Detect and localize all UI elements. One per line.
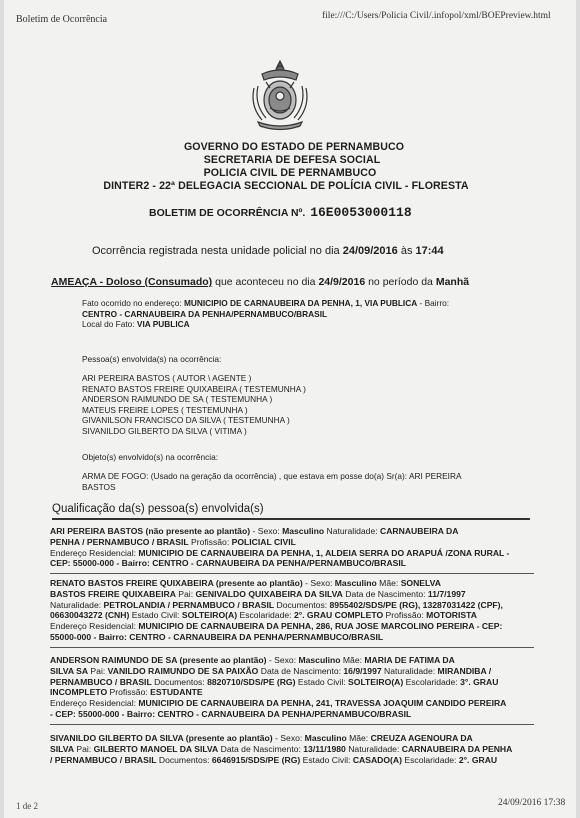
browser-page-title: Boletim de Ocorrência xyxy=(16,14,108,25)
person-field: 11/7/1997 xyxy=(427,588,466,599)
report-number-line xyxy=(149,205,412,220)
browser-page-url: file:///C:/Users/Policia Civil/.infopol/xml/BOEPreview.html xyxy=(322,11,551,21)
person-line xyxy=(50,687,534,698)
person-line xyxy=(50,666,534,677)
person-line xyxy=(50,558,534,569)
location-local: VIA PUBLICA xyxy=(136,319,190,330)
header-precinct: DINTER2 - 22ª DELEGACIA SECCIONAL DE POLÍCIA CIVIL - FLORESTA xyxy=(103,180,469,192)
header-government: GOVERNO DO ESTADO DE PERNAMBUCO xyxy=(183,141,405,153)
person-field: Estado Civil: xyxy=(129,610,182,621)
person-field: Masculino xyxy=(282,526,325,536)
person-field: GENIVALDO QUIXABEIRA DA SILVA xyxy=(195,588,343,599)
location-label: Fato ocorrido no endereço: xyxy=(82,298,182,308)
person-field: RENATO BASTOS FREIRE QUIXABEIRA (presente ao plantão) xyxy=(50,578,303,588)
location-bairro-label: - Bairro: xyxy=(419,298,450,308)
qualification-rule xyxy=(52,518,530,520)
person-field: Pai: xyxy=(88,665,108,676)
registration-line xyxy=(92,245,444,257)
person-field: Profissão: xyxy=(188,536,232,547)
person-line xyxy=(50,600,534,611)
involved-list xyxy=(82,373,542,437)
person-field: 13/11/1980 xyxy=(303,743,346,754)
person-field: 06630043272 (CNH) xyxy=(50,610,130,621)
person-field: Naturalidade: xyxy=(50,599,104,610)
person-field: CASADO(A) xyxy=(352,754,402,765)
person-field: 16/9/1997 xyxy=(343,665,382,676)
person-field: Documentos: xyxy=(274,599,330,610)
crime-mid: no período da xyxy=(368,276,433,288)
person-field: POLICIAL CIVIL xyxy=(231,536,296,547)
crime-date: 24/9/2016 xyxy=(318,276,366,288)
person-line xyxy=(50,537,534,548)
person-field: Mãe: xyxy=(376,578,401,588)
person-field: Masculino xyxy=(334,578,377,588)
person-field: Escolaridade: xyxy=(401,754,459,765)
person-qualification xyxy=(50,578,534,643)
person-separator xyxy=(50,724,534,725)
person-field: 55000-000 - Bairro: CENTRO - CARNAUBEIRA DA PENHA/PERNAMBUCO/BRASIL xyxy=(50,631,384,642)
person-field: SIVANILDO GILBERTO DA SILVA (presente ao plantão) xyxy=(50,733,273,743)
person-field: 2°. GRAU COMPLETO xyxy=(293,610,384,621)
involved-person: MATEUS FREIRE LOPES ( TESTEMUNHA ) xyxy=(82,404,248,415)
person-field: - Sexo: xyxy=(266,655,299,665)
person-field: Estado Civil: xyxy=(295,676,349,687)
person-field: PERNAMBUCO / BRASIL xyxy=(50,676,152,687)
person-line xyxy=(50,709,534,720)
report-number-label: BOLETIM DE OCORRÊNCIA Nº. xyxy=(149,207,306,219)
person-qualification xyxy=(50,655,534,720)
person-line xyxy=(50,655,534,666)
crime-period: Manhã xyxy=(435,276,470,288)
person-field: Naturalidade: xyxy=(324,526,381,536)
location-address: MUNICIPIO DE CARNAUBEIRA DA PENHA, 1, VIA PUBLICA xyxy=(183,298,418,308)
person-field: 3°. GRAU xyxy=(460,676,499,687)
person-field: MUNICIPIO DE CARNAUBEIRA DA PENHA, 241, TRAVESSA JOAQUIM CANDIDO PEREIRA xyxy=(138,698,507,709)
person-field: Data de Nascimento: xyxy=(258,665,344,676)
person-line xyxy=(50,698,534,709)
person-line xyxy=(50,589,534,600)
person-field: 8820710/SDS/PE (RG) xyxy=(207,676,296,687)
location-local-label: Local do Fato: xyxy=(82,319,135,330)
crime-prefix: que aconteceu no dia xyxy=(215,276,316,288)
person-field: 2°. GRAU xyxy=(458,754,498,765)
person-field: Masculino xyxy=(304,733,347,743)
person-line xyxy=(50,621,534,632)
person-field: Estado Civil: xyxy=(300,754,353,765)
objects-line-2: BASTOS xyxy=(82,481,116,492)
involved-label: Pessoa(s) envolvida(s) na ocorrência: xyxy=(82,354,222,364)
crime-type: AMEAÇA - Doloso (Consumado) xyxy=(51,276,213,288)
person-field: MARIA DE FATIMA DA xyxy=(364,655,455,665)
registration-mid: às xyxy=(400,245,413,257)
person-field: SONELVA xyxy=(400,578,441,588)
person-field: PETROLANDIA / PERNAMBUCO / BRASIL xyxy=(103,599,275,610)
objects-line-1: ARMA DE FOGO: (Usado na geração da ocorrência) , que estava em posse do(a) Sr(a): ARI PEREIRA xyxy=(82,471,462,481)
person-field: SOLTEIRO(A) xyxy=(348,676,404,687)
person-field: Profissão: xyxy=(383,610,427,621)
person-field: Naturalidade: xyxy=(345,743,402,754)
involved-person: SIVANILDO GILBERTO DA SILVA ( VITIMA ) xyxy=(82,425,247,436)
person-separator xyxy=(50,647,534,648)
person-field: MOTORISTA xyxy=(426,610,477,621)
crime-line xyxy=(51,276,469,288)
involved-person: ANDERSON RAIMUNDO DE SA ( TESTEMUNHA ) xyxy=(82,394,273,405)
person-field: SILVA xyxy=(50,743,75,754)
person-field: - Sexo: xyxy=(302,578,335,588)
person-field: / PERNAMBUCO / BRASIL xyxy=(50,754,157,765)
person-field: Endereço Residencial: xyxy=(50,698,139,709)
person-field: Mãe: xyxy=(346,733,371,743)
page-number: 1 de 2 xyxy=(16,801,38,811)
person-field: Documentos: xyxy=(151,676,208,687)
person-line xyxy=(50,548,534,559)
person-line xyxy=(50,733,534,744)
person-field: - Sexo: xyxy=(250,526,283,536)
involved-person: ARI PEREIRA BASTOS ( AUTOR \ AGENTE ) xyxy=(82,373,252,383)
person-field: MUNICIPIO DE CARNAUBEIRA DA PENHA, 1, ALDEIA SERRA DO ARAPUÁ /ZONA RURAL - xyxy=(138,547,510,558)
person-field: Pai: xyxy=(175,588,196,599)
objects-block xyxy=(82,471,542,492)
person-field: Profissão: xyxy=(107,687,151,698)
person-separator xyxy=(50,573,534,574)
person-line xyxy=(50,578,534,589)
person-field: BASTOS FREIRE QUIXABEIRA xyxy=(50,588,176,599)
location-bairro: CENTRO - CARNAUBEIRA DA PENHA/PERNAMBUCO/BRASIL xyxy=(82,308,328,319)
person-field: Endereço Residencial: xyxy=(50,621,139,632)
person-field: ARI PEREIRA BASTOS (não presente ao plantão) xyxy=(50,526,251,536)
person-field: GILBERTO MANOEL DA SILVA xyxy=(93,743,219,754)
person-field: SOLTEIRO(A) xyxy=(181,610,238,621)
person-field: INCOMPLETO xyxy=(50,687,108,698)
registration-date: 24/09/2016 xyxy=(342,245,398,257)
person-field: Documentos: xyxy=(156,754,212,765)
person-field: Escolaridade: xyxy=(237,610,294,621)
person-line xyxy=(50,632,534,643)
coat-of-arms-icon xyxy=(248,58,312,132)
person-line xyxy=(50,744,534,755)
registration-prefix: Ocorrência registrada nesta unidade policial no dia xyxy=(92,245,340,257)
person-field: Masculino xyxy=(298,655,341,665)
person-field: VANILDO RAIMUNDO DE SA PAIXÃO xyxy=(107,665,259,676)
objects-label: Objeto(s) envolvido(s) na ocorrência: xyxy=(82,452,219,462)
header-secretariat: SECRETARIA DE DEFESA SOCIAL xyxy=(203,154,381,166)
person-field: - CEP: 55000-000 - Bairro: CENTRO - CARNAUBEIRA DA PENHA/PERNAMBUCO/BRASIL xyxy=(50,708,412,719)
person-field: CARNAUBEIRA DA PENHA xyxy=(401,743,513,754)
person-field: - Sexo: xyxy=(272,733,305,743)
report-number: 16E0053000118 xyxy=(310,205,412,220)
person-field: Data de Nascimento: xyxy=(342,588,428,599)
person-line xyxy=(50,526,534,537)
person-field: Endereço Residencial: xyxy=(50,547,139,558)
document-page xyxy=(4,0,576,818)
person-field: ANDERSON RAIMUNDO DE SA (presente ao plantão) xyxy=(50,655,267,665)
person-field: 6646915/SDS/PE (RG) xyxy=(211,754,301,765)
person-field: CEP: 55000-000 - Bairro: CENTRO - CARNAUBEIRA DA PENHA/PERNAMBUCO/BRASIL xyxy=(50,558,407,569)
person-line xyxy=(50,610,534,621)
person-field: ESTUDANTE xyxy=(150,687,203,698)
person-field: Pai: xyxy=(74,743,94,754)
qualification-title: Qualificação da(s) pessoa(s) envolvida(s) xyxy=(52,503,264,515)
location-block xyxy=(82,298,542,330)
print-timestamp: 24/09/2016 17:38 xyxy=(498,798,566,808)
person-field: Escolaridade: xyxy=(403,676,461,687)
registration-time: 17:44 xyxy=(415,245,444,257)
person-field: SILVA SA xyxy=(50,665,89,676)
involved-person: RENATO BASTOS FREIRE QUIXABEIRA ( TESTEMUNHA ) xyxy=(82,383,306,394)
person-line xyxy=(50,677,534,688)
person-qualification xyxy=(50,733,534,765)
person-field: Data de Nascimento: xyxy=(218,743,304,754)
person-field: Naturalidade: xyxy=(381,665,438,676)
person-field: CARNAUBEIRA DA xyxy=(380,526,459,536)
header-police: POLICIA CIVIL DE PERNAMBUCO xyxy=(203,167,377,179)
person-field: MUNICIPIO DE CARNAUBEIRA DA PENHA, 286, RUA JOSE MARCOLINO PEREIRA - CEP: xyxy=(138,621,503,632)
person-line xyxy=(50,755,534,766)
person-field: MIRANDIBA / xyxy=(437,665,492,676)
involved-person: GIVANILSON FRANCISCO DA SILVA ( TESTEMUNHA ) xyxy=(82,415,290,426)
person-field: PENHA / PERNAMBUCO / BRASIL xyxy=(50,536,189,547)
person-field: CREUZA AGENOURA DA xyxy=(370,733,473,743)
person-field: 8955402/SDS/PE (RG), 13287031422 (CPF), xyxy=(329,599,503,610)
person-qualification xyxy=(50,526,534,569)
person-field: Mãe: xyxy=(340,655,365,665)
